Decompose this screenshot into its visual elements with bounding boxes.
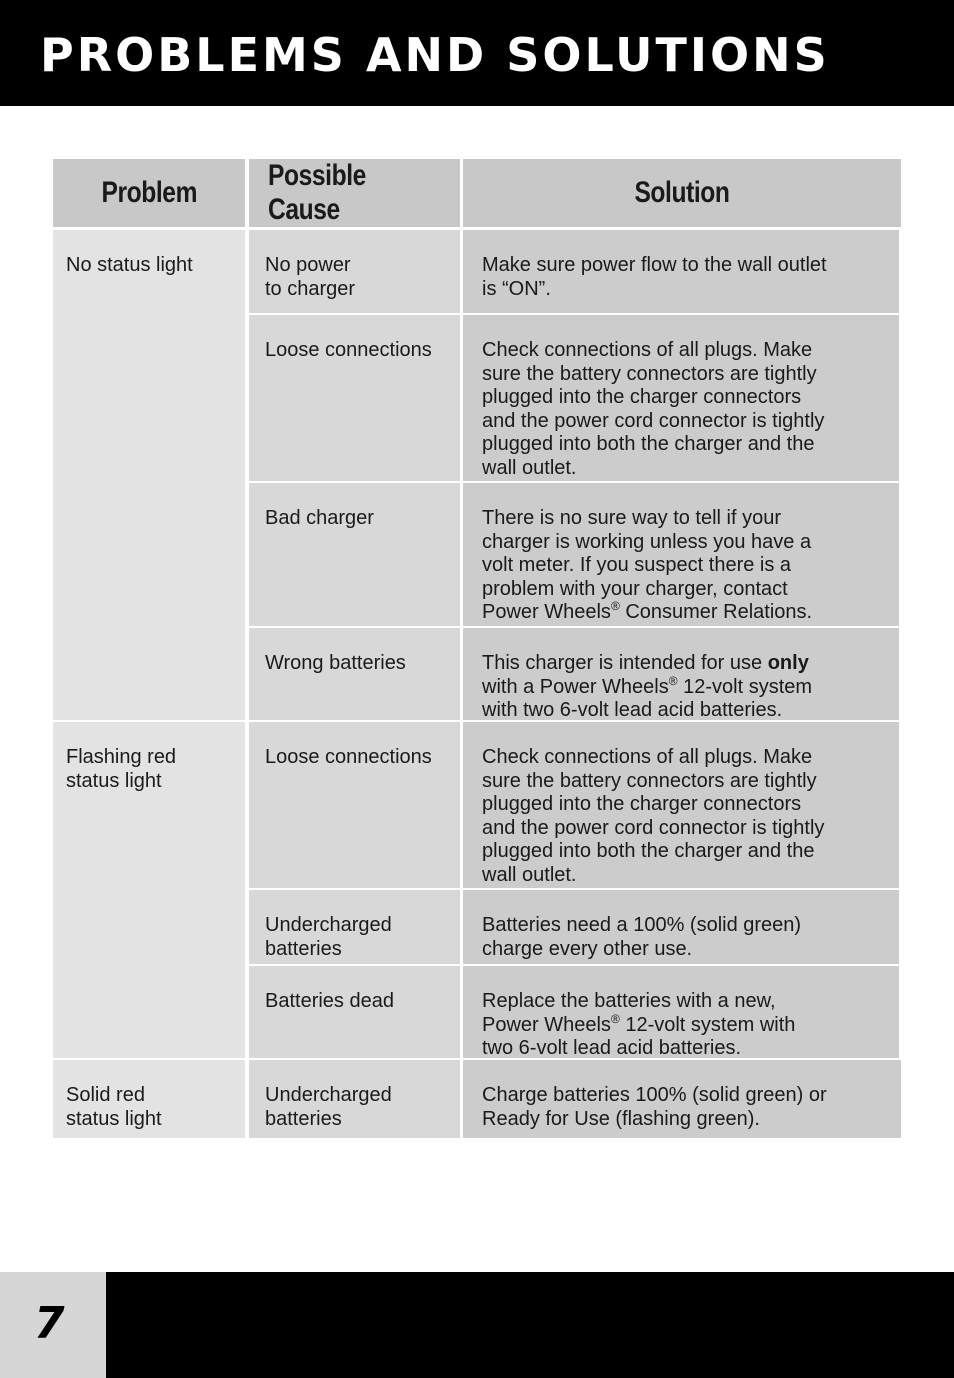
solution-cell: Check connections of all plugs. Make sure the battery connectors are tightly plugged into the charger connectors and the power cord connector is tightly plugged into both the charger and the wall outlet. xyxy=(463,722,899,888)
cause-cell: Batteries dead xyxy=(249,966,460,1058)
solution-cell: Make sure power flow to the wall outlet is “ON”. xyxy=(463,230,899,313)
solution-cell: There is no sure way to tell if your charger is working unless you have a volt meter. If you suspect there is a problem with your charger, contact Power Wheels® Consumer Relations. xyxy=(463,483,899,626)
solution-cell: This charger is intended for use only with a Power Wheels® 12-volt system with two 6-volt lead acid batteries. xyxy=(463,628,899,720)
header-problem: Problem xyxy=(53,159,245,227)
footer-bar xyxy=(106,1272,954,1378)
cause-cell: Undercharged batteries xyxy=(249,890,460,964)
page-header xyxy=(0,0,954,106)
cause-cell: Wrong batteries xyxy=(249,628,460,720)
problem-cell: Solid red status light xyxy=(53,1060,245,1138)
cause-cell: Loose connections xyxy=(249,315,460,481)
header-possible-cause: Possible Cause xyxy=(249,159,460,227)
cause-cell: No power to charger xyxy=(249,230,460,313)
solution-cell: Charge batteries 100% (solid green) or Ready for Use (flashing green). xyxy=(463,1060,901,1138)
solution-cell: Replace the batteries with a new, Power Wheels® 12-volt system with two 6-volt lead acid batteries. xyxy=(463,966,899,1058)
page-number: 7 xyxy=(34,1298,65,1349)
problem-cell: Flashing red status light xyxy=(53,722,245,1058)
solution-cell: Check connections of all plugs. Make sure the battery connectors are tightly plugged into the charger connectors and the power cord connector is tightly plugged into both the charger and the wall outlet. xyxy=(463,315,899,481)
page-title: PROBLEMS AND SOLUTIONS xyxy=(40,28,830,82)
page-number-box xyxy=(0,1272,106,1378)
cause-cell: Undercharged batteries xyxy=(249,1060,460,1138)
solution-cell: Batteries need a 100% (solid green) charge every other use. xyxy=(463,890,899,964)
problem-cell: No status light xyxy=(53,230,245,720)
cause-cell: Loose connections xyxy=(249,722,460,888)
header-solution: Solution xyxy=(463,159,901,227)
cause-cell: Bad charger xyxy=(249,483,460,626)
